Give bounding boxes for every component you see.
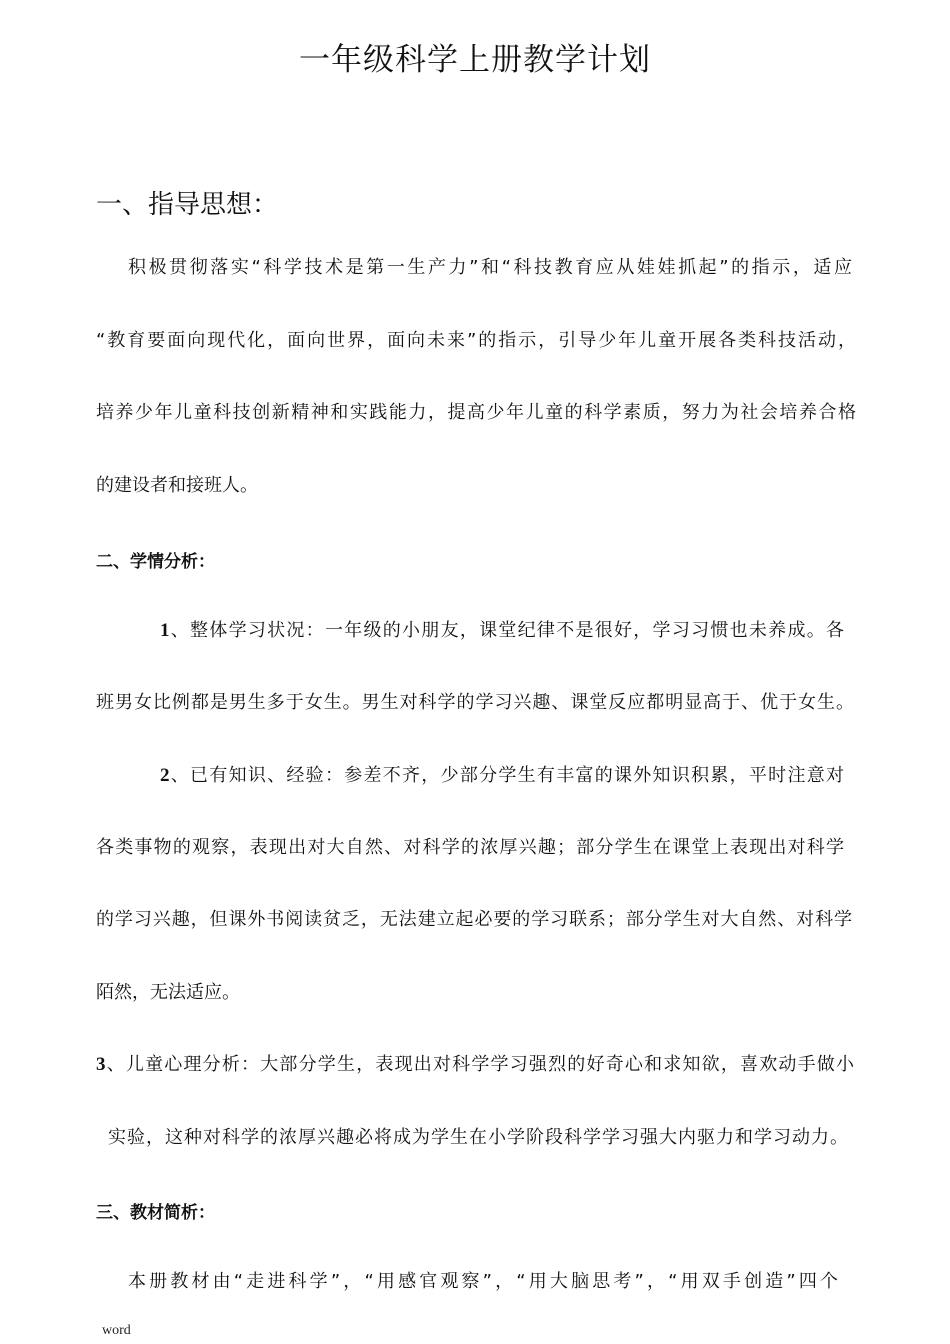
paragraph-line: [96, 1052, 854, 1078]
paragraph-line: 的学习兴趣，但课外书阅读贫乏，无法建立起必要的学习联系；部分学生对大自然、对科学: [96, 909, 852, 930]
paragraph-line: 本册教材由“走进科学”，“用感官观察”，“用大脑思考”，“用双手创造”四个: [128, 1271, 838, 1292]
section-heading-textbook-analysis: 三、教材简析：: [96, 1203, 215, 1223]
paragraph-line: 的建设者和接班人。: [96, 475, 258, 496]
paragraph-line: 各类事物的观察，表现出对大自然、对科学的浓厚兴趣；部分学生在课堂上表现出对科学: [96, 837, 844, 858]
paragraph-line: 陌然，无法适应。: [96, 982, 240, 1003]
paragraph-line: 积极贯彻落实“科学技术是第一生产力”和“科技教育应从娃娃抓起”的指示，适应: [128, 257, 852, 278]
paragraph-line: 培养少年儿童科技创新精神和实践能力，提高少年儿童的科学素质，努力为社会培养合格: [96, 402, 856, 423]
item-text: 、已有知识、经验：参差不齐，少部分学生有丰富的课外知识积累，平时注意对: [169, 765, 844, 786]
paragraph-line: 实验，这种对科学的浓厚兴趣必将成为学生在小学阶段科学学习强大内驱力和学习动力。: [108, 1127, 848, 1148]
paragraph-line: “教育要面向现代化，面向世界，面向未来”的指示，引导少年儿童开展各类科技活动，: [96, 330, 856, 351]
item-text: 、整体学习状况：一年级的小朋友，课堂纪律不是很好，学习习惯也未养成。各: [169, 620, 844, 641]
paragraph-line: [160, 763, 844, 789]
item-text: 、儿童心理分析：大部分学生，表现出对科学学习强烈的好奇心和求知欲，喜欢动手做小: [105, 1054, 854, 1075]
section-heading-student-analysis: 二、学情分析：: [96, 552, 215, 572]
item-number: 1: [160, 620, 170, 641]
section-heading-guiding-ideology: 一、指导思想：: [96, 190, 279, 220]
document-title: 一年级科学上册教学计划: [299, 42, 651, 78]
item-number: 2: [160, 765, 170, 786]
item-number: 3: [96, 1054, 106, 1075]
paragraph-line: 班男女比例都是男生多于女生。男生对科学的学习兴趣、课堂反应都明显高于、优于女生。: [96, 692, 854, 713]
paragraph-line: [160, 618, 844, 644]
page-footer: word: [102, 1323, 131, 1338]
